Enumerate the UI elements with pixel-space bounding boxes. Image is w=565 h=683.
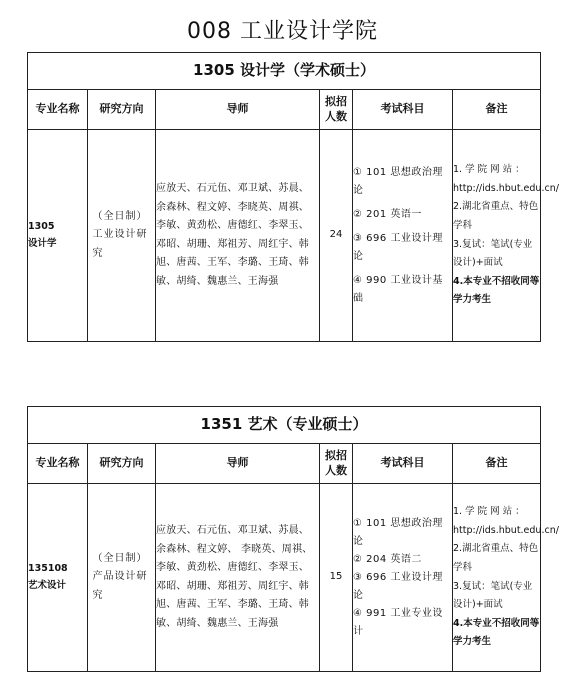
exam-item: ③ 696 工业设计理论 bbox=[353, 232, 443, 262]
header-advisor: 导师 bbox=[156, 444, 320, 484]
major-code: 1305 bbox=[28, 221, 55, 233]
notes-cell bbox=[453, 130, 559, 342]
header-quota: 拟招人数 bbox=[320, 90, 353, 130]
exam-item: ④ 990 工业设计基础 bbox=[353, 274, 443, 304]
exam-item: ② 201 英语一 bbox=[353, 208, 422, 220]
major-cell bbox=[28, 130, 88, 342]
exam-cell bbox=[353, 130, 453, 342]
note-item: 2.湖北省重点、特色学科 bbox=[453, 543, 539, 573]
direction-cell bbox=[88, 130, 156, 342]
major-name: 艺术设计 bbox=[28, 579, 67, 591]
program-title: 1351 艺术（专业硕士） bbox=[28, 407, 541, 444]
header-quota: 拟招人数 bbox=[320, 444, 353, 484]
major-name: 设计学 bbox=[28, 237, 57, 249]
note-item: 2.湖北省重点、特色学科 bbox=[453, 201, 539, 231]
exam-cell bbox=[353, 484, 453, 672]
note-item: 1. 学 院 网 站 ：http://ids.hbut.edu.cn/ bbox=[453, 506, 559, 536]
advisors-cell: 应放天、石元伍、邓卫斌、苏晨、余森林、程文婷、李晓英、周祺、李敏、黄劲松、唐德红、李翠玉、邓昭、胡珊、郑祖芳、周红宇、韩旭、唐茜、王军、李璐、王琦、韩敏、胡绮、魏惠兰、王海强 bbox=[156, 130, 320, 342]
direction-cell bbox=[88, 484, 156, 672]
header-exam: 考试科目 bbox=[353, 90, 453, 130]
note-item: 1. 学 院 网 站 ：http://ids.hbut.edu.cn/ bbox=[453, 164, 559, 194]
exam-item: ① 101 思想政治理论 bbox=[353, 517, 443, 547]
major-cell bbox=[28, 484, 88, 672]
header-notes: 备注 bbox=[453, 444, 541, 484]
program-table-2 bbox=[27, 406, 559, 672]
advisors-cell: 应放天、石元伍、邓卫斌、苏晨、余森林、程文婷、 李晓英、周祺、李敏、黄劲松、唐德红、李翠玉、邓昭、胡珊、郑祖芳、周红宇、韩旭、唐茜、王军、李璐、王琦、韩敏、胡绮、魏惠兰、王海强 bbox=[156, 484, 320, 672]
note-item: 4.本专业不招收同等学力考生 bbox=[453, 275, 540, 306]
header-exam: 考试科目 bbox=[353, 444, 453, 484]
note-item: 4.本专业不招收同等学力考生 bbox=[453, 617, 540, 648]
exam-item: ② 204 英语二 bbox=[353, 553, 422, 565]
header-notes: 备注 bbox=[453, 90, 541, 130]
page-title: 008 工业设计学院 bbox=[187, 19, 378, 44]
major-code: 135108 bbox=[28, 563, 68, 575]
header-direction: 研究方向 bbox=[88, 444, 156, 484]
exam-item: ④ 991 工业专业设计 bbox=[353, 607, 443, 637]
direction-text: （全日制）工业设计研究 bbox=[92, 210, 148, 259]
program-title: 1305 设计学（学术硕士） bbox=[28, 53, 541, 90]
note-item: 3.复试：笔试(专业设计)+面试 bbox=[453, 580, 533, 611]
program-table-1 bbox=[27, 52, 559, 342]
direction-text: （全日制）产品设计研究 bbox=[92, 552, 148, 601]
exam-item: ③ 696 工业设计理论 bbox=[353, 571, 443, 601]
quota-cell: 15 bbox=[320, 484, 353, 672]
header-direction: 研究方向 bbox=[88, 90, 156, 130]
note-item: 3.复试：笔试(专业设计)+面试 bbox=[453, 238, 533, 269]
header-major: 专业名称 bbox=[28, 444, 88, 484]
quota-cell: 24 bbox=[320, 130, 353, 342]
notes-cell bbox=[453, 484, 559, 672]
header-major: 专业名称 bbox=[28, 90, 88, 130]
header-advisor: 导师 bbox=[156, 90, 320, 130]
exam-item: ① 101 思想政治理论 bbox=[353, 166, 443, 196]
